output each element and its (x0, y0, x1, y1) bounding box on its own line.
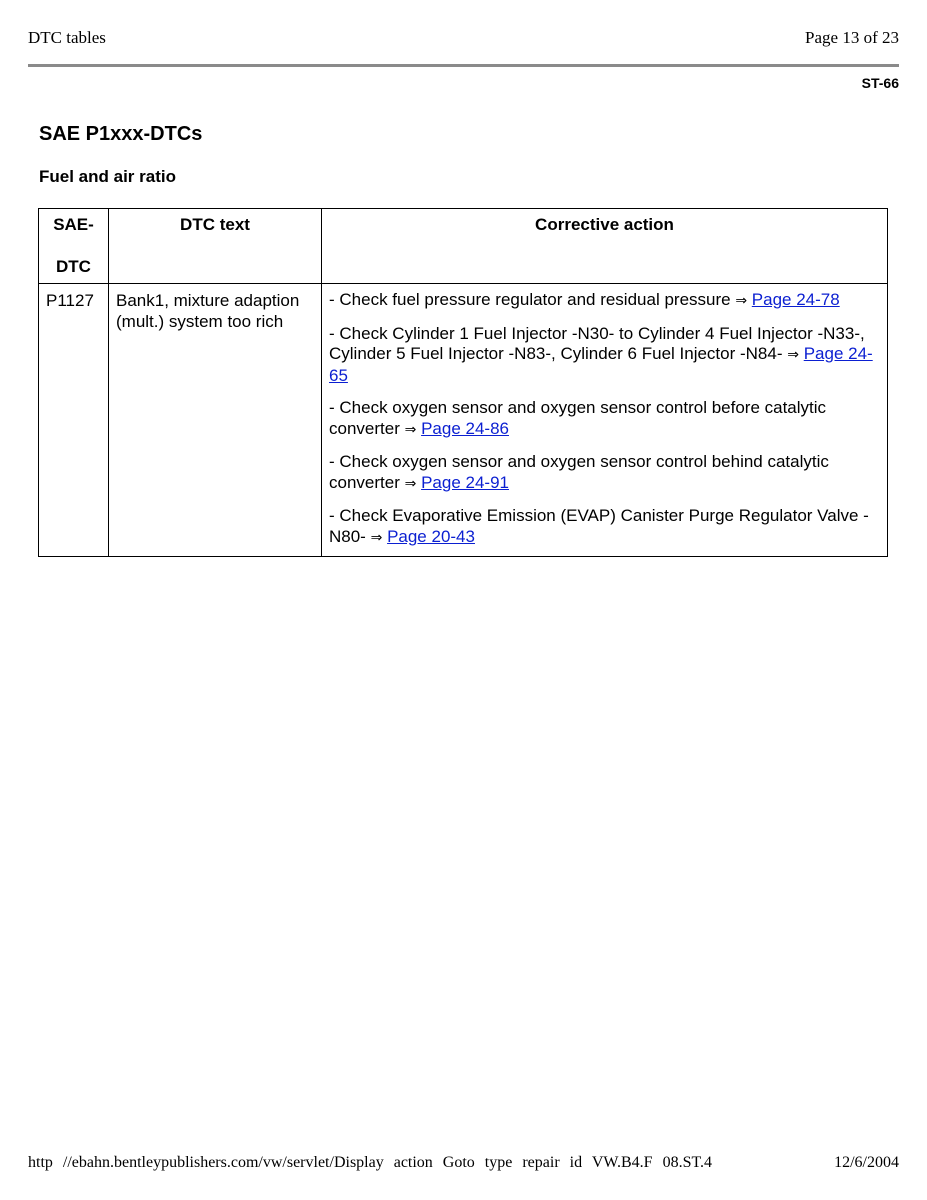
page-link[interactable]: Page 24-78 (751, 290, 840, 309)
action-item (329, 506, 879, 548)
page-link[interactable]: Page 24-91 (421, 472, 509, 492)
arrow-right-icon: ⇒ (787, 347, 799, 363)
action-text: - Check oxygen sensor and oxygen sensor control behind catalytic converter (329, 452, 829, 492)
action-text: - Check Cylinder 1 Fuel Injector -N30- to Cylinder 4 Fuel Injector -N33-, Cylinder 5 Fuel Injector -N83-, Cylinder 6 Fuel Injector -N84- (329, 323, 865, 363)
table-header-row (39, 209, 888, 284)
footer-date: 12/6/2004 (834, 1154, 899, 1171)
action-item (329, 452, 879, 494)
action-item (329, 290, 879, 312)
arrow-right-icon: ⇒ (404, 475, 417, 492)
table-row (39, 284, 888, 557)
page-title: SAE P1xxx-DTCs (39, 123, 203, 145)
arrow-right-icon: ⇒ (370, 529, 383, 546)
footer-url: http //ebahn.bentleypublishers.com/vw/servlet/Display action Goto type repair id VW.B4.F 08.ST.4 (28, 1154, 713, 1171)
action-text: - Check Evaporative Emission (EVAP) Canister Purge Regulator Valve -N80- (329, 506, 869, 546)
action-item (329, 324, 879, 387)
column-header-corrective-action: Corrective action (322, 209, 888, 284)
page-number: Page 13 of 23 (805, 28, 899, 47)
arrow-right-icon: ⇒ (404, 421, 417, 438)
arrow-right-icon: ⇒ (735, 293, 748, 309)
action-text: - Check fuel pressure regulator and residual pressure (329, 290, 731, 309)
dtc-code-cell: P1127 (39, 284, 109, 557)
column-header-dtc-text: DTC text (109, 209, 322, 284)
section-subtitle: Fuel and air ratio (39, 167, 176, 186)
column-header-sae-dtc (39, 209, 109, 284)
column-header-sae-dtc-line1: SAE- (53, 215, 94, 234)
document-title: DTC tables (28, 28, 106, 47)
page-link[interactable]: Page 24-65 (329, 344, 873, 385)
page-link[interactable]: Page 24-86 (421, 418, 509, 438)
dtc-text-cell: Bank1, mixture adaption (mult.) system too rich (109, 284, 322, 557)
page-link[interactable]: Page 20-43 (387, 526, 475, 546)
section-code: ST-66 (861, 75, 899, 91)
header-divider (28, 64, 899, 67)
column-header-sae-dtc-line2: DTC (56, 257, 91, 276)
action-item (329, 398, 879, 440)
action-text: - Check oxygen sensor and oxygen sensor control before catalytic converter (329, 398, 827, 438)
corrective-action-cell (322, 284, 888, 557)
dtc-table (38, 208, 888, 557)
